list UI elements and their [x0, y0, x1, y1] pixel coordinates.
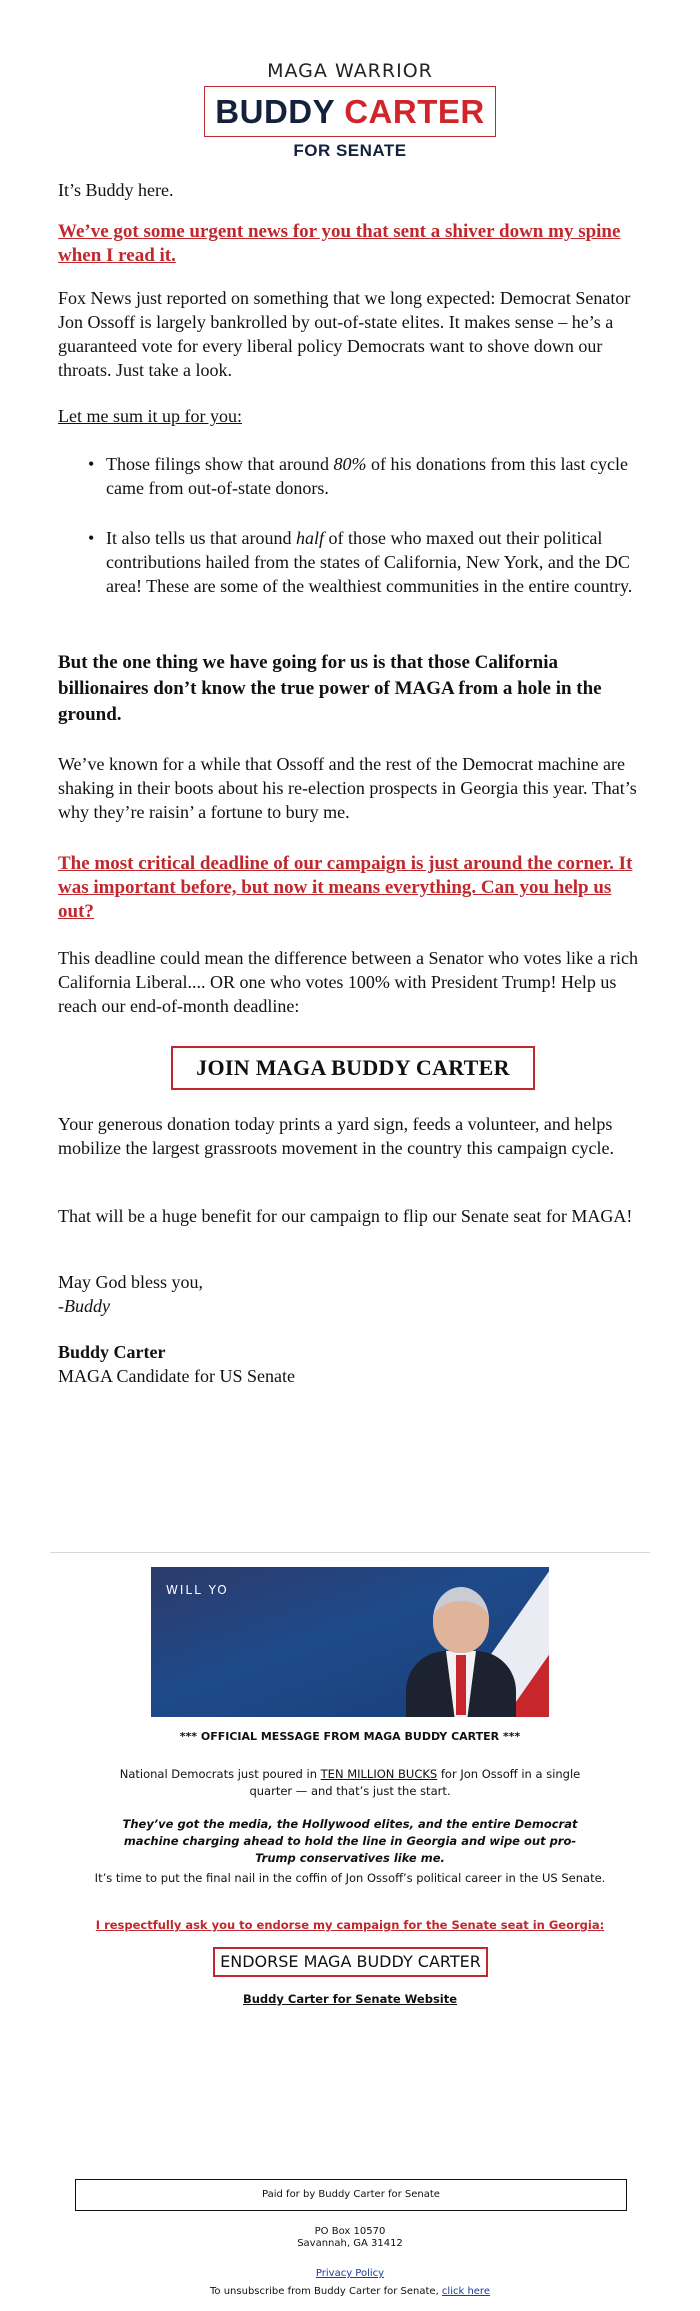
- headline-urgent[interactable]: We’ve got some urgent news for you that sent a shiver down my spine when I read it.: [58, 221, 621, 266]
- italic-media-line: They’ve got the media, the Hollywood elites, and the entire Democrat machine charging ahead to hold the line in Georgia and wipe out pro-Trump conservatives like me.: [122, 1817, 578, 1865]
- logo-subtitle: FOR SENATE: [293, 141, 407, 160]
- signature-name: Buddy Carter: [58, 1342, 166, 1362]
- bullet2-text-b: of those who maxed out their political contributions hailed from the states of California, New York, and the DC area! These are some of the wealthiest communities in the entire country.: [106, 528, 633, 596]
- signature-title: MAGA Candidate for US Senate: [58, 1366, 295, 1386]
- website-link[interactable]: Buddy Carter for Senate Website: [242, 1992, 458, 2006]
- campaign-logo: [0, 60, 700, 161]
- headline-deadline[interactable]: The most critical deadline of our campaign is just around the corner. It was important before, but now it means everything. Can you help us out?: [58, 853, 633, 922]
- po-box: PO Box 10570: [314, 2226, 386, 2237]
- paragraph-machine: We’ve known for a while that Ossoff and the rest of the Democrat machine are shaking in their boots about his re-election prospects in Georgia this year. That’s why they’re raisin’ a fortune to bury me.: [58, 754, 637, 822]
- ten-million-text-b: for Jon Ossoff in a single quarter — and that’s just the start.: [249, 1767, 581, 1798]
- ten-million-text-a: National Democrats just poured in: [119, 1767, 321, 1781]
- bullet1-text-b: of his donations from this last cycle came from out-of-state donors.: [106, 454, 628, 498]
- logo-box: [204, 86, 495, 137]
- ten-million-link[interactable]: TEN MILLION BUCKS: [320, 1767, 438, 1781]
- banner-text: WILL YO: [166, 1583, 229, 1597]
- candidate-photo: [406, 1587, 516, 1717]
- endorse-ask: [60, 1914, 640, 1933]
- bullet-dot: •: [88, 454, 95, 474]
- website-link-row: [60, 1988, 640, 2007]
- endorse-ask-link[interactable]: I respectfully ask you to endorse my campaign for the Senate seat in Georgia:: [95, 1918, 605, 1932]
- bullet-dot: •: [88, 528, 95, 548]
- divider: [50, 1552, 650, 1553]
- blessing: May God bless you,: [58, 1272, 203, 1292]
- final-nail-line: It’s time to put the final nail in the coffin of Jon Ossoff’s political career in the US Senate.: [94, 1871, 606, 1885]
- logo-name-first: BUDDY: [215, 93, 335, 130]
- official-message: *** OFFICIAL MESSAGE FROM MAGA BUDDY CARTER ***: [179, 1730, 521, 1743]
- logo-name: [215, 93, 484, 131]
- paragraph-deadline: This deadline could mean the difference between a Senator who votes like a rich California Liberal.... OR one who votes 100% with President Trump! Help us reach our end-of-month deadline:: [58, 948, 638, 1016]
- greeting: It’s Buddy here.: [58, 180, 174, 200]
- bullet2-text-a: It also tells us that around: [106, 528, 296, 548]
- privacy-link[interactable]: Privacy Policy: [315, 2268, 385, 2279]
- candidate-banner-image[interactable]: [151, 1567, 549, 1717]
- endorse-button[interactable]: ENDORSE MAGA BUDDY CARTER: [213, 1947, 488, 1977]
- logo-tagline: MAGA WARRIOR: [267, 60, 433, 82]
- tie-shape: [456, 1655, 466, 1715]
- city: Savannah, GA 31412: [297, 2238, 403, 2249]
- unsubscribe-link[interactable]: click here: [441, 2286, 490, 2297]
- bullet1-emphasis: 80%: [333, 454, 367, 474]
- unsubscribe-row: [60, 2286, 640, 2298]
- join-button[interactable]: JOIN MAGA BUDDY CARTER: [171, 1046, 535, 1090]
- paragraph-fox-news: Fox News just reported on something that we long expected: Democrat Senator Jon Ossoff is largely bankrolled by out-of-state elites. It makes sense – he’s a guaranteed vote for every liberal policy Democrats want to shove down our throats. Just take a look.: [58, 288, 631, 380]
- list-item: [88, 452, 646, 500]
- bullet1-text-a: Those filings show that around: [106, 454, 334, 474]
- sum-up-label: Let me sum it up for you:: [58, 406, 242, 426]
- paragraph-donation: Your generous donation today prints a yard sign, feeds a volunteer, and helps mobilize the largest grassroots movement in the country this campaign cycle.: [58, 1114, 615, 1158]
- list-item: [88, 526, 646, 598]
- bullet2-emphasis: half: [295, 528, 324, 548]
- privacy-row: [60, 2268, 640, 2280]
- bold-statement: But the one thing we have going for us is that those California billionaires don’t know the true power of MAGA from a hole in the ground.: [58, 652, 602, 725]
- logo-name-last: CARTER: [344, 93, 485, 130]
- paid-for-box: Paid for by Buddy Carter for Senate: [75, 2179, 627, 2211]
- head-shape: [433, 1587, 489, 1653]
- ten-million-line: [60, 1766, 640, 1800]
- unsubscribe-text: To unsubscribe from Buddy Carter for Senate,: [210, 2286, 442, 2297]
- signoff: -Buddy: [58, 1296, 110, 1316]
- paragraph-flip: That will be a huge benefit for our campaign to flip our Senate seat for MAGA!: [58, 1206, 633, 1226]
